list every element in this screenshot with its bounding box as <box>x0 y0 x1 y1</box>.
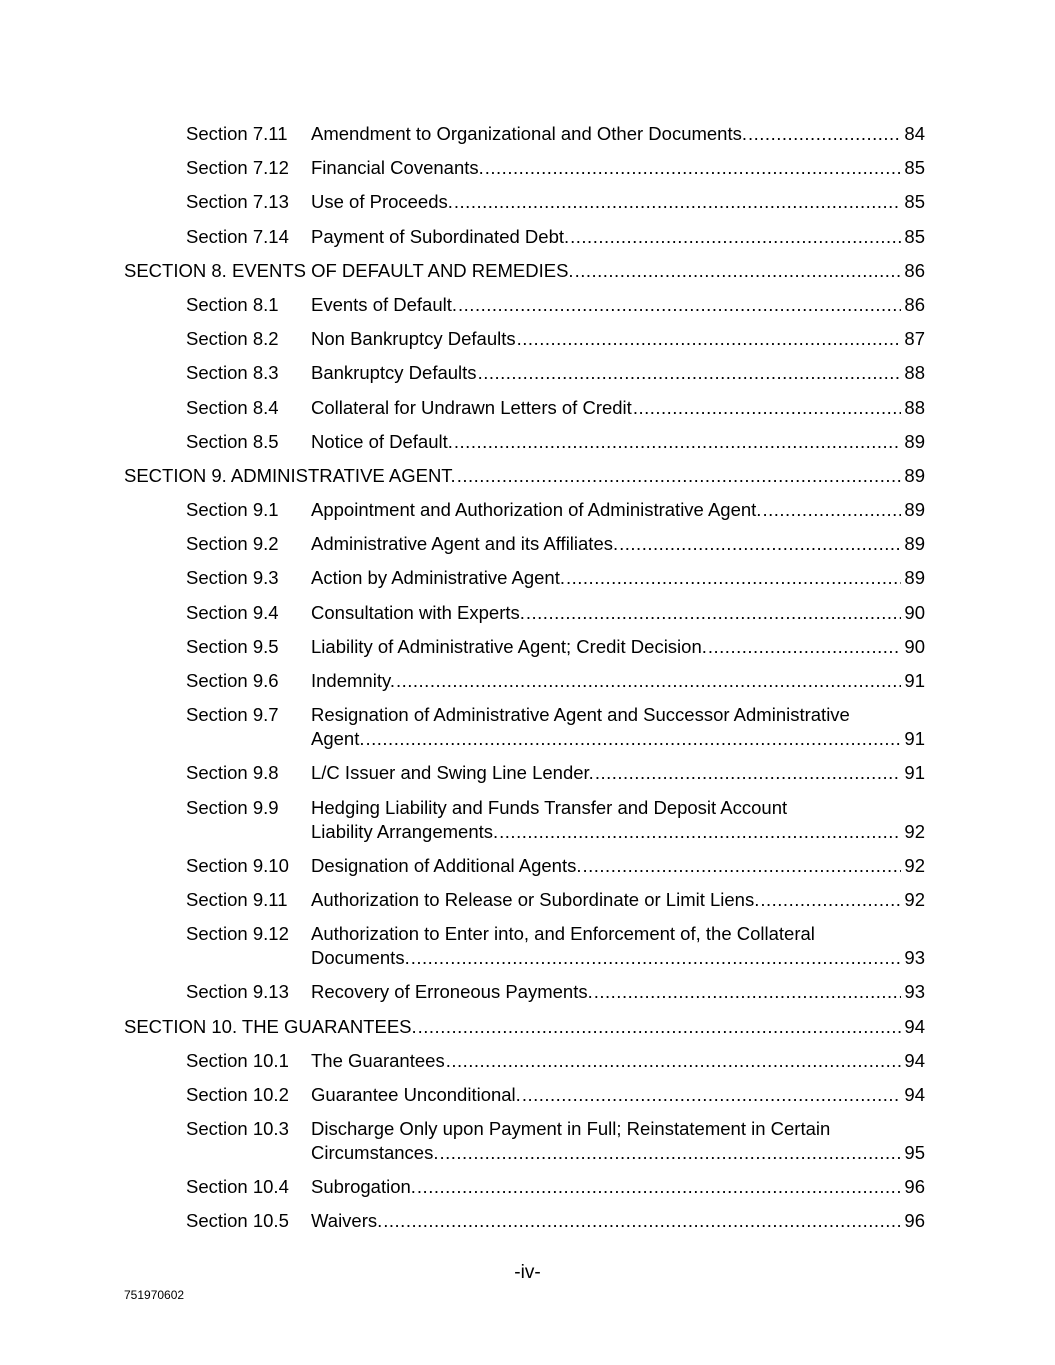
toc-entry-number: Section 9.5 <box>186 635 279 657</box>
toc-entry-title: Financial Covenants. <box>311 157 484 179</box>
dot-leader <box>383 1209 901 1233</box>
toc-entry <box>124 888 925 912</box>
toc-entry-title-block <box>311 761 925 785</box>
toc-entry-title: Authorization to Release or Subordinate or Limit Liens. <box>311 888 760 910</box>
toc-entry-title-block <box>311 669 925 693</box>
toc-entry <box>124 635 925 659</box>
page-number: -iv- <box>514 1262 541 1283</box>
toc-entry-title-block <box>311 293 925 317</box>
toc-entry <box>124 1049 925 1073</box>
toc-entry <box>124 1175 925 1199</box>
toc-entry-number: Section 9.11 <box>186 888 288 910</box>
toc-entry-number: Section 9.12 <box>186 923 289 945</box>
toc-entry-page: 92 <box>904 820 925 842</box>
toc-entry-page: 94 <box>904 1049 925 1071</box>
toc-entry <box>124 669 925 693</box>
toc-entry-title-block <box>311 854 925 878</box>
toc-entry-page: 89 <box>904 464 925 486</box>
toc-entry-page: 85 <box>904 225 925 247</box>
toc-entry-title: Designation of Additional Agents. <box>311 854 582 876</box>
toc-entry-title: Documents. <box>311 947 410 969</box>
toc-entry-title-block <box>311 980 925 1004</box>
toc-entry-number: Section 9.7 <box>186 704 279 726</box>
toc-entry <box>124 1117 925 1165</box>
toc-entry <box>124 980 925 1004</box>
toc-entry-title: L/C Issuer and Swing Line Lender. <box>311 762 594 784</box>
document-id: 751970602 <box>124 1288 185 1302</box>
dot-leader <box>411 946 902 970</box>
toc-entry-number: Section 7.14 <box>186 225 289 247</box>
toc-entry-number: Section 8.3 <box>186 362 279 384</box>
dot-leader <box>418 1015 902 1039</box>
toc-entry-page: 95 <box>904 1142 925 1164</box>
toc-entry-title-block <box>311 1083 925 1107</box>
toc-entry-number: Section 9.9 <box>186 796 279 818</box>
toc-entry-page: 87 <box>904 328 925 350</box>
toc-entry-title-block <box>311 498 925 522</box>
toc-entry-page: 88 <box>904 396 925 418</box>
toc-entry-title: Discharge Only upon Payment in Full; Reinstatement in Certain <box>311 1118 831 1140</box>
toc-entry <box>124 225 925 249</box>
toc-entry-title: Recovery of Erroneous Payments. <box>311 981 593 1003</box>
toc-entry-title-block <box>311 566 925 590</box>
dot-leader <box>396 669 901 693</box>
toc-entry-page: 88 <box>904 362 925 384</box>
toc-entry-title: Collateral for Undrawn Letters of Credit <box>311 396 632 418</box>
toc-entry <box>124 703 925 751</box>
toc-entry <box>124 327 925 351</box>
toc-entry-number: Section 10.1 <box>186 1049 289 1071</box>
dot-leader <box>633 396 902 420</box>
toc-section-heading <box>124 464 925 488</box>
toc-entry-number: Section 8.4 <box>186 396 279 418</box>
toc-entry-title-block <box>311 396 925 420</box>
toc-entry-page: 96 <box>904 1210 925 1232</box>
toc-entry <box>124 796 925 844</box>
toc-entry-title: Notice of Default. <box>311 430 453 452</box>
dot-leader <box>570 225 901 249</box>
toc-entry-page: 89 <box>904 499 925 521</box>
toc-entry <box>124 532 925 556</box>
toc-entry <box>124 922 925 970</box>
dot-leader <box>366 727 902 751</box>
toc-entry-number: Section 10.2 <box>186 1083 289 1105</box>
toc-entry-title: Non Bankruptcy Defaults <box>311 328 516 350</box>
toc-entry-title-block <box>311 796 925 844</box>
dot-leader <box>583 854 902 878</box>
toc-section-heading <box>124 1015 925 1039</box>
toc-entry-number: Section 9.13 <box>186 981 289 1003</box>
toc-entry-title: Payment of Subordinated Debt. <box>311 225 570 247</box>
dot-leader <box>594 980 902 1004</box>
dot-leader <box>458 293 901 317</box>
toc-entry-title: Circumstances. <box>311 1142 439 1164</box>
toc-entry-number: Section 9.1 <box>186 499 279 521</box>
dot-leader <box>595 761 902 785</box>
toc-entry-title-block <box>311 1175 925 1199</box>
toc-entry <box>124 1209 925 1233</box>
toc-entry-title: Authorization to Enter into, and Enforcement of, the Collateral <box>311 923 815 945</box>
toc-entry-title: Consultation with Experts. <box>311 601 525 623</box>
dot-leader <box>439 1141 901 1165</box>
toc-entry-title-block <box>311 430 925 454</box>
dot-leader <box>485 156 902 180</box>
toc-entry-title: Amendment to Organizational and Other Documents. <box>311 123 748 144</box>
toc-entry-number: Section 7.12 <box>186 157 289 179</box>
toc-entry-title-block <box>311 225 925 249</box>
dot-leader <box>454 190 902 214</box>
toc-entry-title-block <box>124 259 925 283</box>
dot-leader <box>499 820 901 844</box>
toc-entry-title-block <box>311 532 925 556</box>
toc-entry-title-block <box>311 1117 925 1165</box>
toc-entry <box>124 1083 925 1107</box>
toc-entry-title-block <box>311 122 925 146</box>
toc-entry-title-block <box>311 635 925 659</box>
toc-entry-title: Use of Proceeds. <box>311 191 453 213</box>
toc-entry-page: 91 <box>904 762 925 784</box>
dot-leader <box>575 259 902 283</box>
toc-entry-title: SECTION 8. EVENTS OF DEFAULT AND REMEDIES. <box>124 259 574 281</box>
toc-entry-title: Administrative Agent and its Affiliates. <box>311 533 619 555</box>
toc-entry-page: 96 <box>904 1176 925 1198</box>
toc-entry-page: 91 <box>904 670 925 691</box>
dot-leader <box>522 1083 902 1107</box>
toc-entry-page: 85 <box>904 191 925 213</box>
toc-entry-page: 86 <box>904 259 925 281</box>
toc-entry-page: 93 <box>904 981 925 1003</box>
toc-entry-title: Indemnity. <box>311 670 395 691</box>
toc-entry <box>124 854 925 878</box>
toc-entry-number: Section 9.2 <box>186 533 279 555</box>
dot-leader <box>478 361 902 385</box>
toc-entry <box>124 761 925 785</box>
dot-leader <box>619 532 901 556</box>
toc-entry-title: Agent. <box>311 728 365 750</box>
toc-entry-page: 92 <box>904 888 925 910</box>
toc-entry-title-block <box>124 464 925 488</box>
toc-entry-title: Liability Arrangements. <box>311 820 499 842</box>
toc-entry-title-block <box>311 888 925 912</box>
dot-leader <box>517 327 902 351</box>
toc-entry-page: 89 <box>904 430 925 452</box>
dot-leader <box>454 430 902 454</box>
toc-entry-page: 91 <box>904 728 925 750</box>
toc-entry-number: Section 8.5 <box>186 430 279 452</box>
toc-entry-title-block <box>311 1209 925 1233</box>
toc-entry-page: 94 <box>904 1083 925 1105</box>
toc-entry <box>124 293 925 317</box>
toc-entry <box>124 566 925 590</box>
toc-entry-number: Section 10.5 <box>186 1210 289 1232</box>
dot-leader <box>526 601 902 625</box>
toc-entry-page: 89 <box>904 533 925 555</box>
toc-entry-title: The Guarantees <box>311 1049 445 1071</box>
toc-entry-number: Section 7.11 <box>186 123 288 144</box>
toc-entry-title: Liability of Administrative Agent; Credit Decision. <box>311 635 707 657</box>
toc-entry-number: Section 8.2 <box>186 328 279 350</box>
toc-entry-title: Guarantee Unconditional. <box>311 1083 521 1105</box>
toc-entry-title-block <box>311 601 925 625</box>
dot-leader <box>708 635 902 659</box>
toc-entry-page: 86 <box>904 293 925 315</box>
toc-entry-title-block <box>311 922 925 970</box>
toc-entry-title-block <box>311 156 925 180</box>
toc-entry <box>124 190 925 214</box>
toc-entry-title: Subrogation. <box>311 1176 416 1198</box>
toc-entry-number: Section 9.10 <box>186 854 289 876</box>
dot-leader <box>566 566 901 590</box>
toc-entry-number: Section 9.3 <box>186 567 279 589</box>
toc-entry-page: 92 <box>904 854 925 876</box>
toc-entry-page: 85 <box>904 157 925 179</box>
toc-entry <box>124 396 925 420</box>
dot-leader <box>446 1049 902 1073</box>
toc-entry <box>124 122 925 146</box>
toc-entry-number: Section 10.3 <box>186 1118 289 1140</box>
dot-leader <box>762 498 901 522</box>
toc-entry-page: 84 <box>904 123 925 144</box>
toc-entry-title-block <box>124 1015 925 1039</box>
dot-leader <box>457 464 902 488</box>
toc-entry-title: SECTION 9. ADMINISTRATIVE AGENT. <box>124 464 456 486</box>
dot-leader <box>760 888 901 912</box>
toc-entry-number: Section 10.4 <box>186 1176 289 1198</box>
toc-entry <box>124 156 925 180</box>
toc-entry-title-block <box>311 361 925 385</box>
toc-entry-page: 93 <box>904 947 925 969</box>
dot-leader <box>748 122 901 146</box>
toc-entry-title: SECTION 10. THE GUARANTEES. <box>124 1015 417 1037</box>
toc-entry-number: Section 9.8 <box>186 762 279 784</box>
toc-entry-title-block <box>311 190 925 214</box>
toc-entry-title: Resignation of Administrative Agent and Successor Administrative <box>311 704 850 726</box>
toc-entry-title: Action by Administrative Agent. <box>311 567 565 589</box>
toc-entry-number: Section 7.13 <box>186 191 289 213</box>
table-of-contents <box>124 122 925 1244</box>
toc-entry-number: Section 8.1 <box>186 293 279 315</box>
toc-entry-title: Waivers. <box>311 1210 383 1232</box>
toc-entry-title-block <box>311 327 925 351</box>
toc-entry <box>124 361 925 385</box>
toc-entry-page: 90 <box>904 635 925 657</box>
toc-entry-title: Events of Default. <box>311 293 458 315</box>
toc-entry-page: 94 <box>904 1015 925 1037</box>
toc-entry <box>124 601 925 625</box>
toc-entry-title: Appointment and Authorization of Administrative Agent. <box>311 499 762 521</box>
toc-entry <box>124 498 925 522</box>
toc-entry-title: Bankruptcy Defaults <box>311 362 477 384</box>
toc-entry-page: 90 <box>904 601 925 623</box>
toc-section-heading <box>124 259 925 283</box>
toc-entry-title-block <box>311 1049 925 1073</box>
toc-entry <box>124 430 925 454</box>
dot-leader <box>417 1175 902 1199</box>
toc-entry-page: 89 <box>904 567 925 589</box>
toc-entry-title-block <box>311 703 925 751</box>
toc-entry-title: Hedging Liability and Funds Transfer and Deposit Account <box>311 796 788 818</box>
toc-entry-number: Section 9.6 <box>186 670 279 691</box>
toc-entry-number: Section 9.4 <box>186 601 279 623</box>
